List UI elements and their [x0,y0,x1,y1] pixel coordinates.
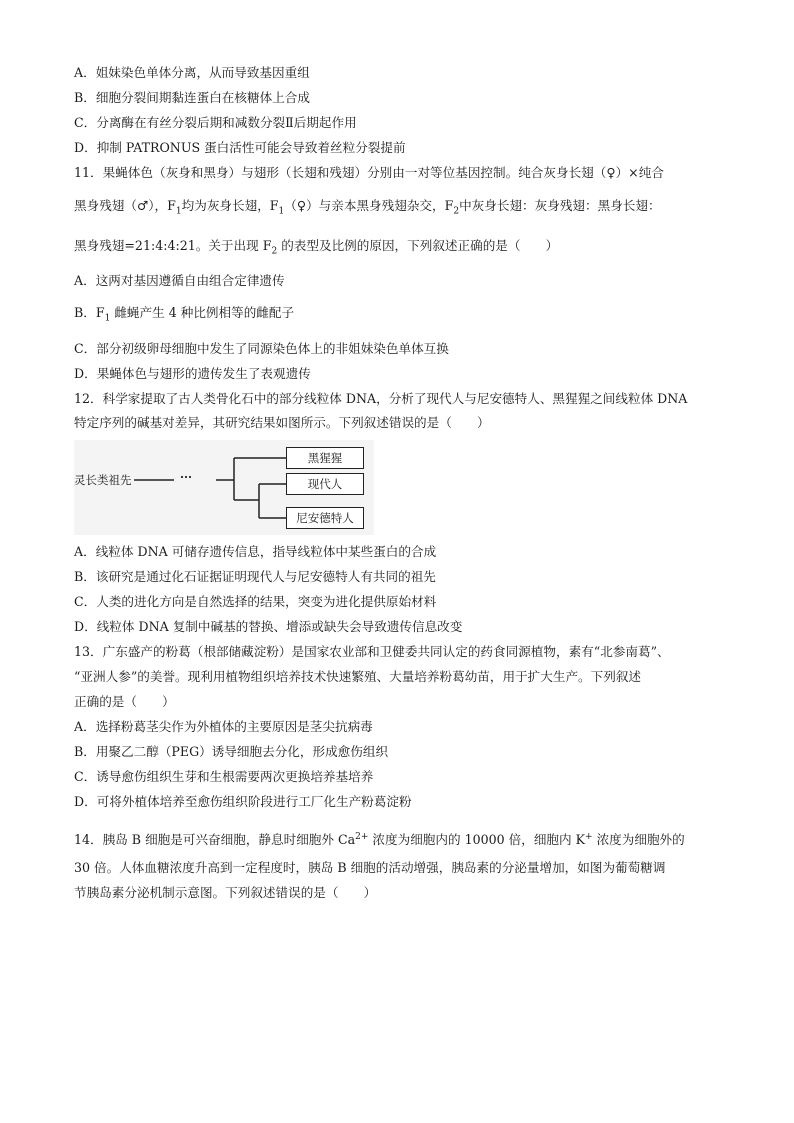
tree-ellipsis: ··· [180,470,193,484]
q12-option-c: C．人类的进化方向是自然选择的结果，突变为进化提供原始材料 [74,594,437,609]
q11-option-d: D．果蝇体色与翅形的遗传发生了表观遗传 [74,366,311,381]
q14-stem-line2: 30 倍。人体血糖浓度升高到一定程度时，胰岛 B 细胞的活动增强，胰岛素的分泌量增加，如图为葡萄糖调 [74,860,666,875]
subscript: 2 [453,206,460,217]
q14-stem-line1 [74,828,685,849]
q14-text: 14．胰岛 B 细胞是可兴奋细胞，静息时细胞外 Ca [74,832,356,848]
q14-text: 浓度为细胞内的 10000 倍，细胞内 K [368,832,586,848]
superscript: + [585,832,593,842]
q11-text: 雌蝇产生 4 种比例相等的雌配子 [110,305,295,320]
q10-option-a: A．姐妹染色单体分离，从而导致基因重组 [74,65,310,80]
q12-option-b: B．该研究是通过化石证据证明现代人与尼安德特人有共同的祖先 [74,569,436,584]
q12-option-a: A．线粒体 DNA 可储存遗传信息，指导线粒体中某些蛋白的合成 [74,544,437,559]
q11-stem-line3 [74,237,558,261]
q11-text: 的表型及比例的原因，下列叙述正确的是（ ） [277,238,559,253]
q13-option-c: C．诱导愈伤组织生芽和生根需要两次更换培养基培养 [74,769,374,784]
q11-stem-line1: 11．果蝇体色（灰身和黑身）与翅形（长翅和残翅）分别由一对等位基因控制。纯合灰身长翅（♀）×纯合 [74,165,664,180]
q13-stem-line1: 13．广东盛产的粉葛（根部储藏淀粉）是国家农业部和卫健委共同认定的药食同源植物，素有“北参南葛”、 [74,644,670,659]
q13-stem-line3: 正确的是（ ） [74,694,175,709]
q11-text: 中灰身长翅：灰身残翅：黑身长翅： [459,198,661,213]
q14-text: 浓度为细胞外的 [592,832,685,848]
q13-option-a: A．选择粉葛茎尖作为外植体的主要原因是茎尖抗病毒 [74,719,373,734]
q13-option-b: B．用聚乙二醇（PEG）诱导细胞去分化，形成愈伤组织 [74,744,389,759]
q11-text: 黑身残翅（♂），F [74,198,176,213]
superscript: 2+ [355,832,369,842]
phylogenetic-tree-diagram [74,440,374,535]
q12-stem-line2: 特定序列的碱基对差异，其研究结果如图所示。下列叙述错误的是（ ） [74,415,490,430]
q10-option-d: D．抑制 PATRONUS 蛋白活性可能会导致着丝粒分裂提前 [74,140,406,155]
tree-leaf-chimpanzee: 黑猩猩 [286,447,364,469]
subscript: 2 [271,246,278,257]
subscript: 1 [175,206,182,217]
q14-stem-line3: 节胰岛素分泌机制示意图。下列叙述错误的是（ ） [74,885,377,900]
tree-leaf-modern-human: 现代人 [286,473,364,495]
q11-text: 均为灰身长翅，F [181,198,279,213]
q10-option-b: B．细胞分裂间期黏连蛋白在核糖体上合成 [74,90,310,105]
q13-option-d: D．可将外植体培养至愈伤组织阶段进行工厂化生产粉葛淀粉 [74,794,412,809]
q10-option-c: C．分离酶在有丝分裂后期和减数分裂Ⅱ后期起作用 [74,115,357,130]
q11-text: 黑身残翅=21:4:4:21。关于出现 F [74,238,272,253]
subscript: 1 [278,206,285,217]
q11-option-a: A．这两对基因遵循自由组合定律遗传 [74,273,285,288]
q12-option-d: D．线粒体 DNA 复制中碱基的替换、增添或缺失会导致遗传信息改变 [74,619,463,634]
q11-text: （♀）与亲本黑身残翅杂交，F [284,198,454,213]
subscript: 1 [104,313,111,324]
q11-stem-line2 [74,197,661,221]
tree-leaf-neanderthal: 尼安德特人 [286,507,364,529]
q13-stem-line2: “亚洲人参”的美誉。现利用植物组织培养技术快速繁殖、大量培养粉葛幼苗，用于扩大生产。下列叙述 [74,669,642,684]
q11-text: B．F [74,305,105,320]
q11-option-b [74,304,294,328]
tree-root-label: 灵长类祖先 [74,473,132,487]
q12-stem-line1: 12．科学家提取了古人类骨化石中的部分线粒体 DNA，分析了现代人与尼安德特人、黑猩猩之间线粒体 DNA [74,391,688,406]
q11-option-c: C．部分初级卵母细胞中发生了同源染色体上的非姐妹染色单体互换 [74,341,449,356]
